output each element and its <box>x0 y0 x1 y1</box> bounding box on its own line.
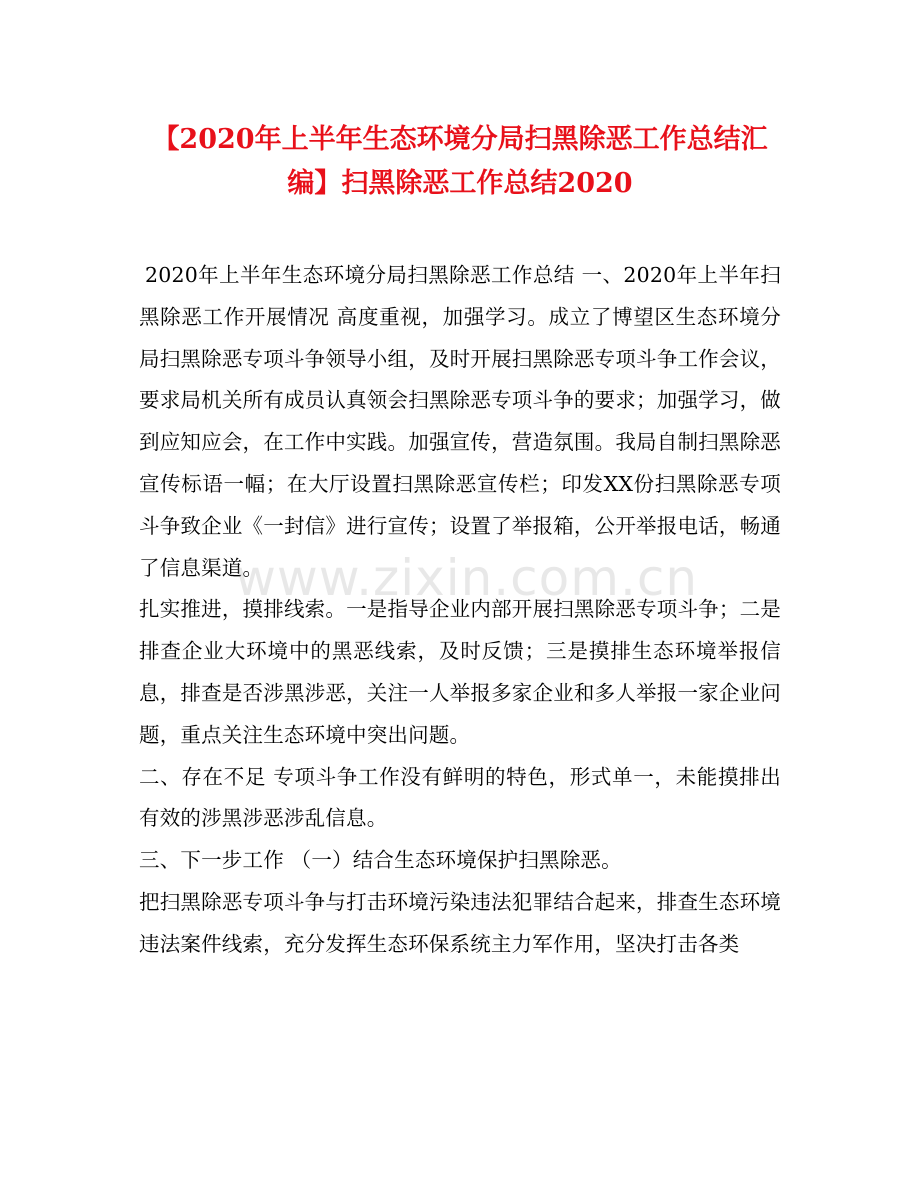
paragraph-summary-intro: 2020年上半年生态环境分局扫黑除恶工作总结 一、2020年上半年扫黑除恶工作开展情况 高度重视，加强学习。成立了博望区生态环境分局扫黑除恶专项斗争领导小组，及时开展扫黑除恶专项斗争工作会议，要求局机关所有成员认真领会扫黑除恶专项斗争的要求；加强学习，做到应知应会，在工作中实践。加强宣传，营造氛围。我局自制扫黑除恶宣传标语一幅；在大厅设置扫黑除恶宣传栏；印发XX份扫黑除恶专项斗争致企业《一封信》进行宣传；设置了举报箱，公开举报电话，畅通了信息渠道。 <box>139 263 781 580</box>
paragraph-next-steps-heading: 三、下一步工作 （一）结合生态环境保护扫黑除恶。 <box>139 848 622 873</box>
paragraph-clue-investigation: 扎实推进，摸排线索。一是指导企业内部开展扫黑除恶专项斗争；二是排查企业大环境中的黑恶线索，及时反馈；三是摸排生态环境举报信息，排查是否涉黑涉恶，关注一人举报多家企业和多人举报一家企业问题，重点关注生态环境中突出问题。 <box>139 597 781 747</box>
document-body <box>139 255 781 966</box>
watermark-text: www.zixin.com.cn <box>235 549 699 607</box>
paragraph-next-steps-body: 把扫黑除恶专项斗争与打击环境污染违法犯罪结合起来，排查生态环境违法案件线索，充分发挥生态环保系统主力军作用，坚决打击各类 <box>139 889 781 956</box>
paragraph-shortcomings: 二、存在不足 专项斗争工作没有鲜明的特色，形式单一，未能摸排出有效的涉黑涉恶涉乱信息。 <box>139 764 781 831</box>
document-title: 【2020年上半年生态环境分局扫黑除恶工作总结汇编】扫黑除恶工作总结2020 <box>152 124 768 199</box>
